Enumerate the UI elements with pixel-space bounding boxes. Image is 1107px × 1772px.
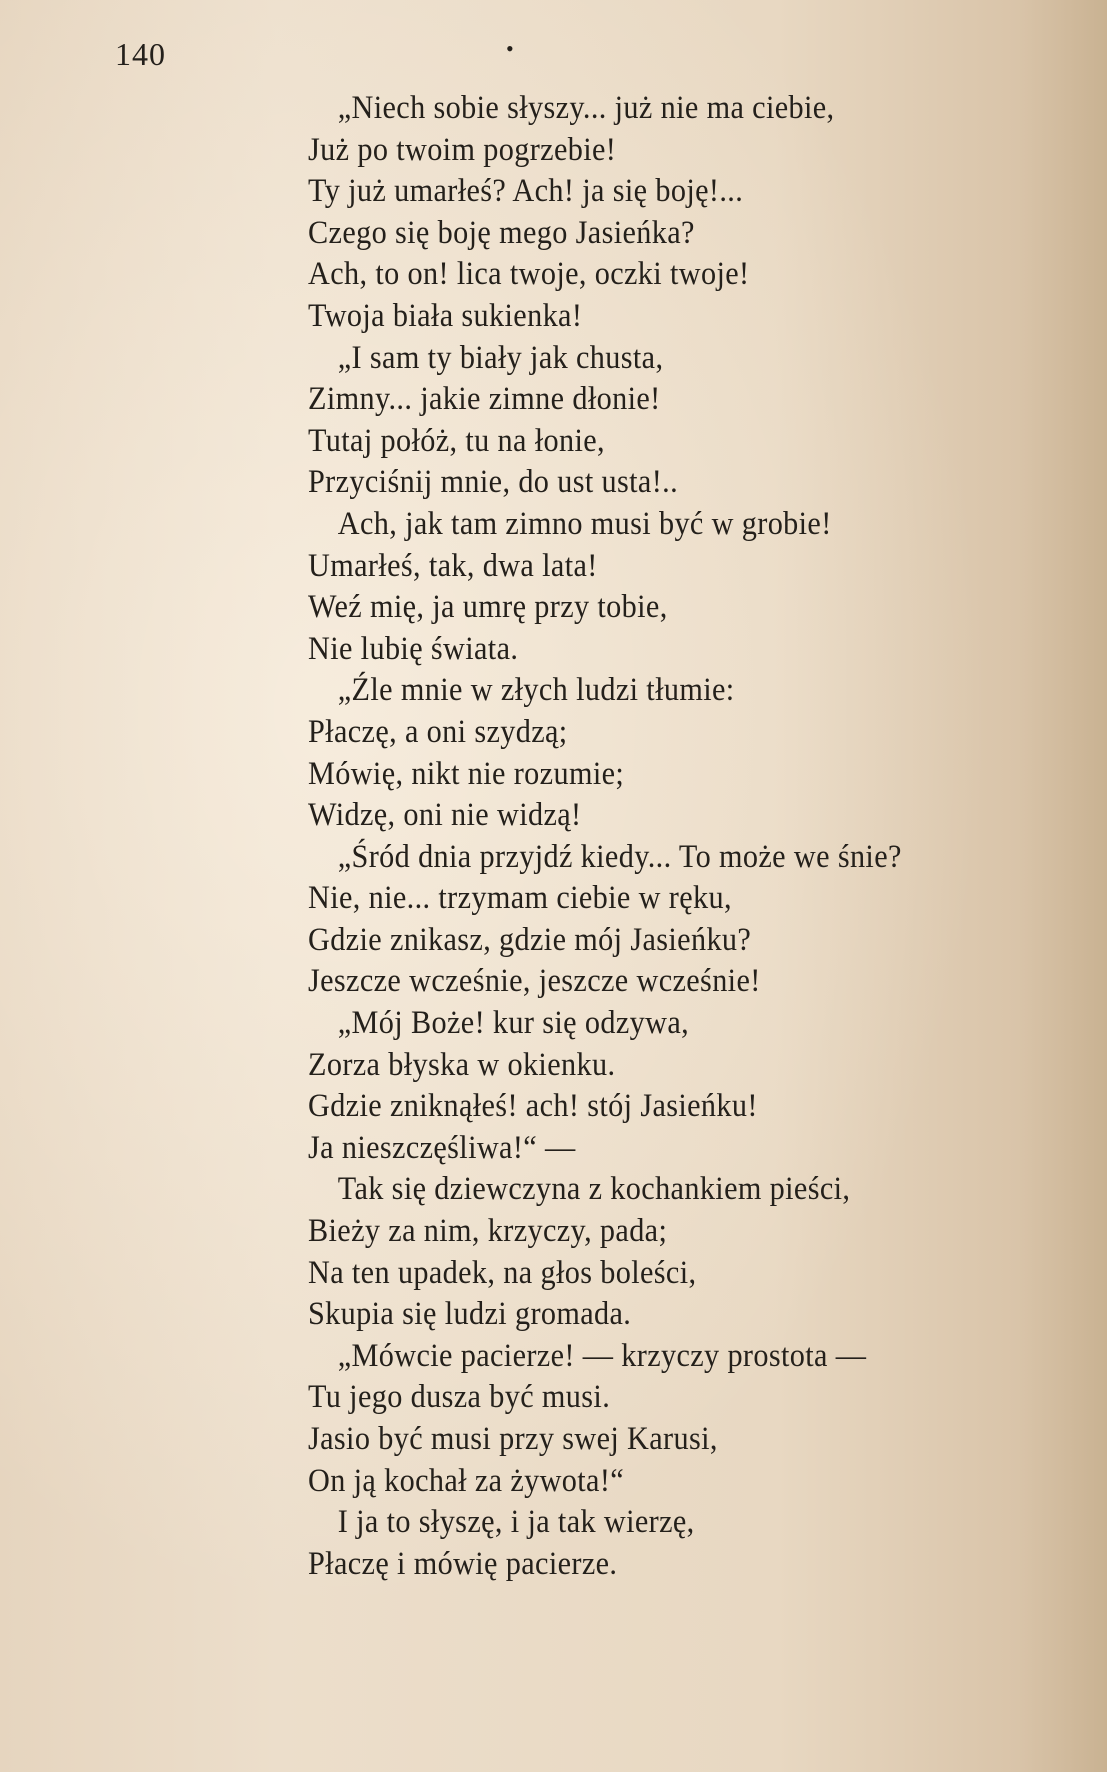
header-ornament: • <box>506 36 514 61</box>
poem-line: Tu jego dusza być musi. <box>308 1379 611 1416</box>
poem-line: Ach, to on! lica twoje, oczki twoje! <box>308 256 750 293</box>
poem-line: Tutaj połóż, tu na łonie, <box>308 422 605 459</box>
poem-line: Ja nieszczęśliwa!“ — <box>308 1129 576 1166</box>
poem-line: Czego się boję mego Jasieńka? <box>308 214 695 251</box>
poem-line: Twoja biała sukienka! <box>308 297 583 334</box>
poem-line: I ja to słyszę, i ja tak wierzę, <box>337 1504 695 1541</box>
poem-line: Umarłeś, tak, dwa lata! <box>308 547 598 584</box>
poem-line: Mówię, nikt nie rozumie; <box>308 755 625 792</box>
poem-line: Już po twoim pogrzebie! <box>308 131 617 168</box>
poem-line: „Śród dnia przyjdź kiedy... To może we śnie? <box>337 838 902 875</box>
poem-line: Weź mię, ja umrę przy tobie, <box>308 589 668 626</box>
poem-text <box>308 88 1033 1585</box>
poem-line: Gdzie znikasz, gdzie mój Jasieńku? <box>308 921 752 958</box>
poem-line: Bieży za nim, krzyczy, pada; <box>308 1213 668 1250</box>
poem-line: „Mówcie pacierze! — krzyczy prostota — <box>337 1337 867 1374</box>
poem-line: Ach, jak tam zimno musi być w grobie! <box>337 505 832 542</box>
poem-line: Gdzie zniknąłeś! ach! stój Jasieńku! <box>308 1088 758 1125</box>
poem-line: Nie lubię świata. <box>308 630 519 667</box>
poem-line: Jasio być musi przy swej Karusi, <box>308 1421 718 1457</box>
poem-line: Zorza błyska w okienku. <box>308 1046 616 1083</box>
poem-line: Zimny... jakie zimne dłonie! <box>308 381 661 418</box>
poem-line: Widzę, oni nie widzą! <box>308 797 582 834</box>
poem-line: Płaczę, a oni szydzą; <box>308 713 568 750</box>
poem-line: Skupia się ludzi gromada. <box>308 1296 632 1333</box>
poem-line: „Mój Boże! kur się odzywa, <box>337 1005 690 1042</box>
poem-line: Na ten upadek, na głos boleści, <box>308 1254 697 1291</box>
poem-line: „Źle mnie w złych ludzi tłumie: <box>337 672 735 709</box>
poem-line: Ty już umarłeś? Ach! ja się boję!... <box>308 173 744 210</box>
poem-line: „I sam ty biały jak chusta, <box>337 339 664 376</box>
poem-line: Płaczę i mówię pacierze. <box>308 1545 618 1582</box>
poem-line: On ją kochał za żywota!“ <box>308 1462 625 1499</box>
poem-line: Nie, nie... trzymam ciebie w ręku, <box>308 880 732 917</box>
poem-line: Jeszcze wcześnie, jeszcze wcześnie! <box>308 963 761 1000</box>
poem-line: Przyciśnij mnie, do ust usta!.. <box>308 464 679 501</box>
poem-line: „Niech sobie słyszy... już nie ma ciebie, <box>337 90 835 126</box>
page-number: 140 <box>115 36 166 72</box>
poem-line: Tak się dziewczyna z kochankiem pieści, <box>337 1171 851 1208</box>
